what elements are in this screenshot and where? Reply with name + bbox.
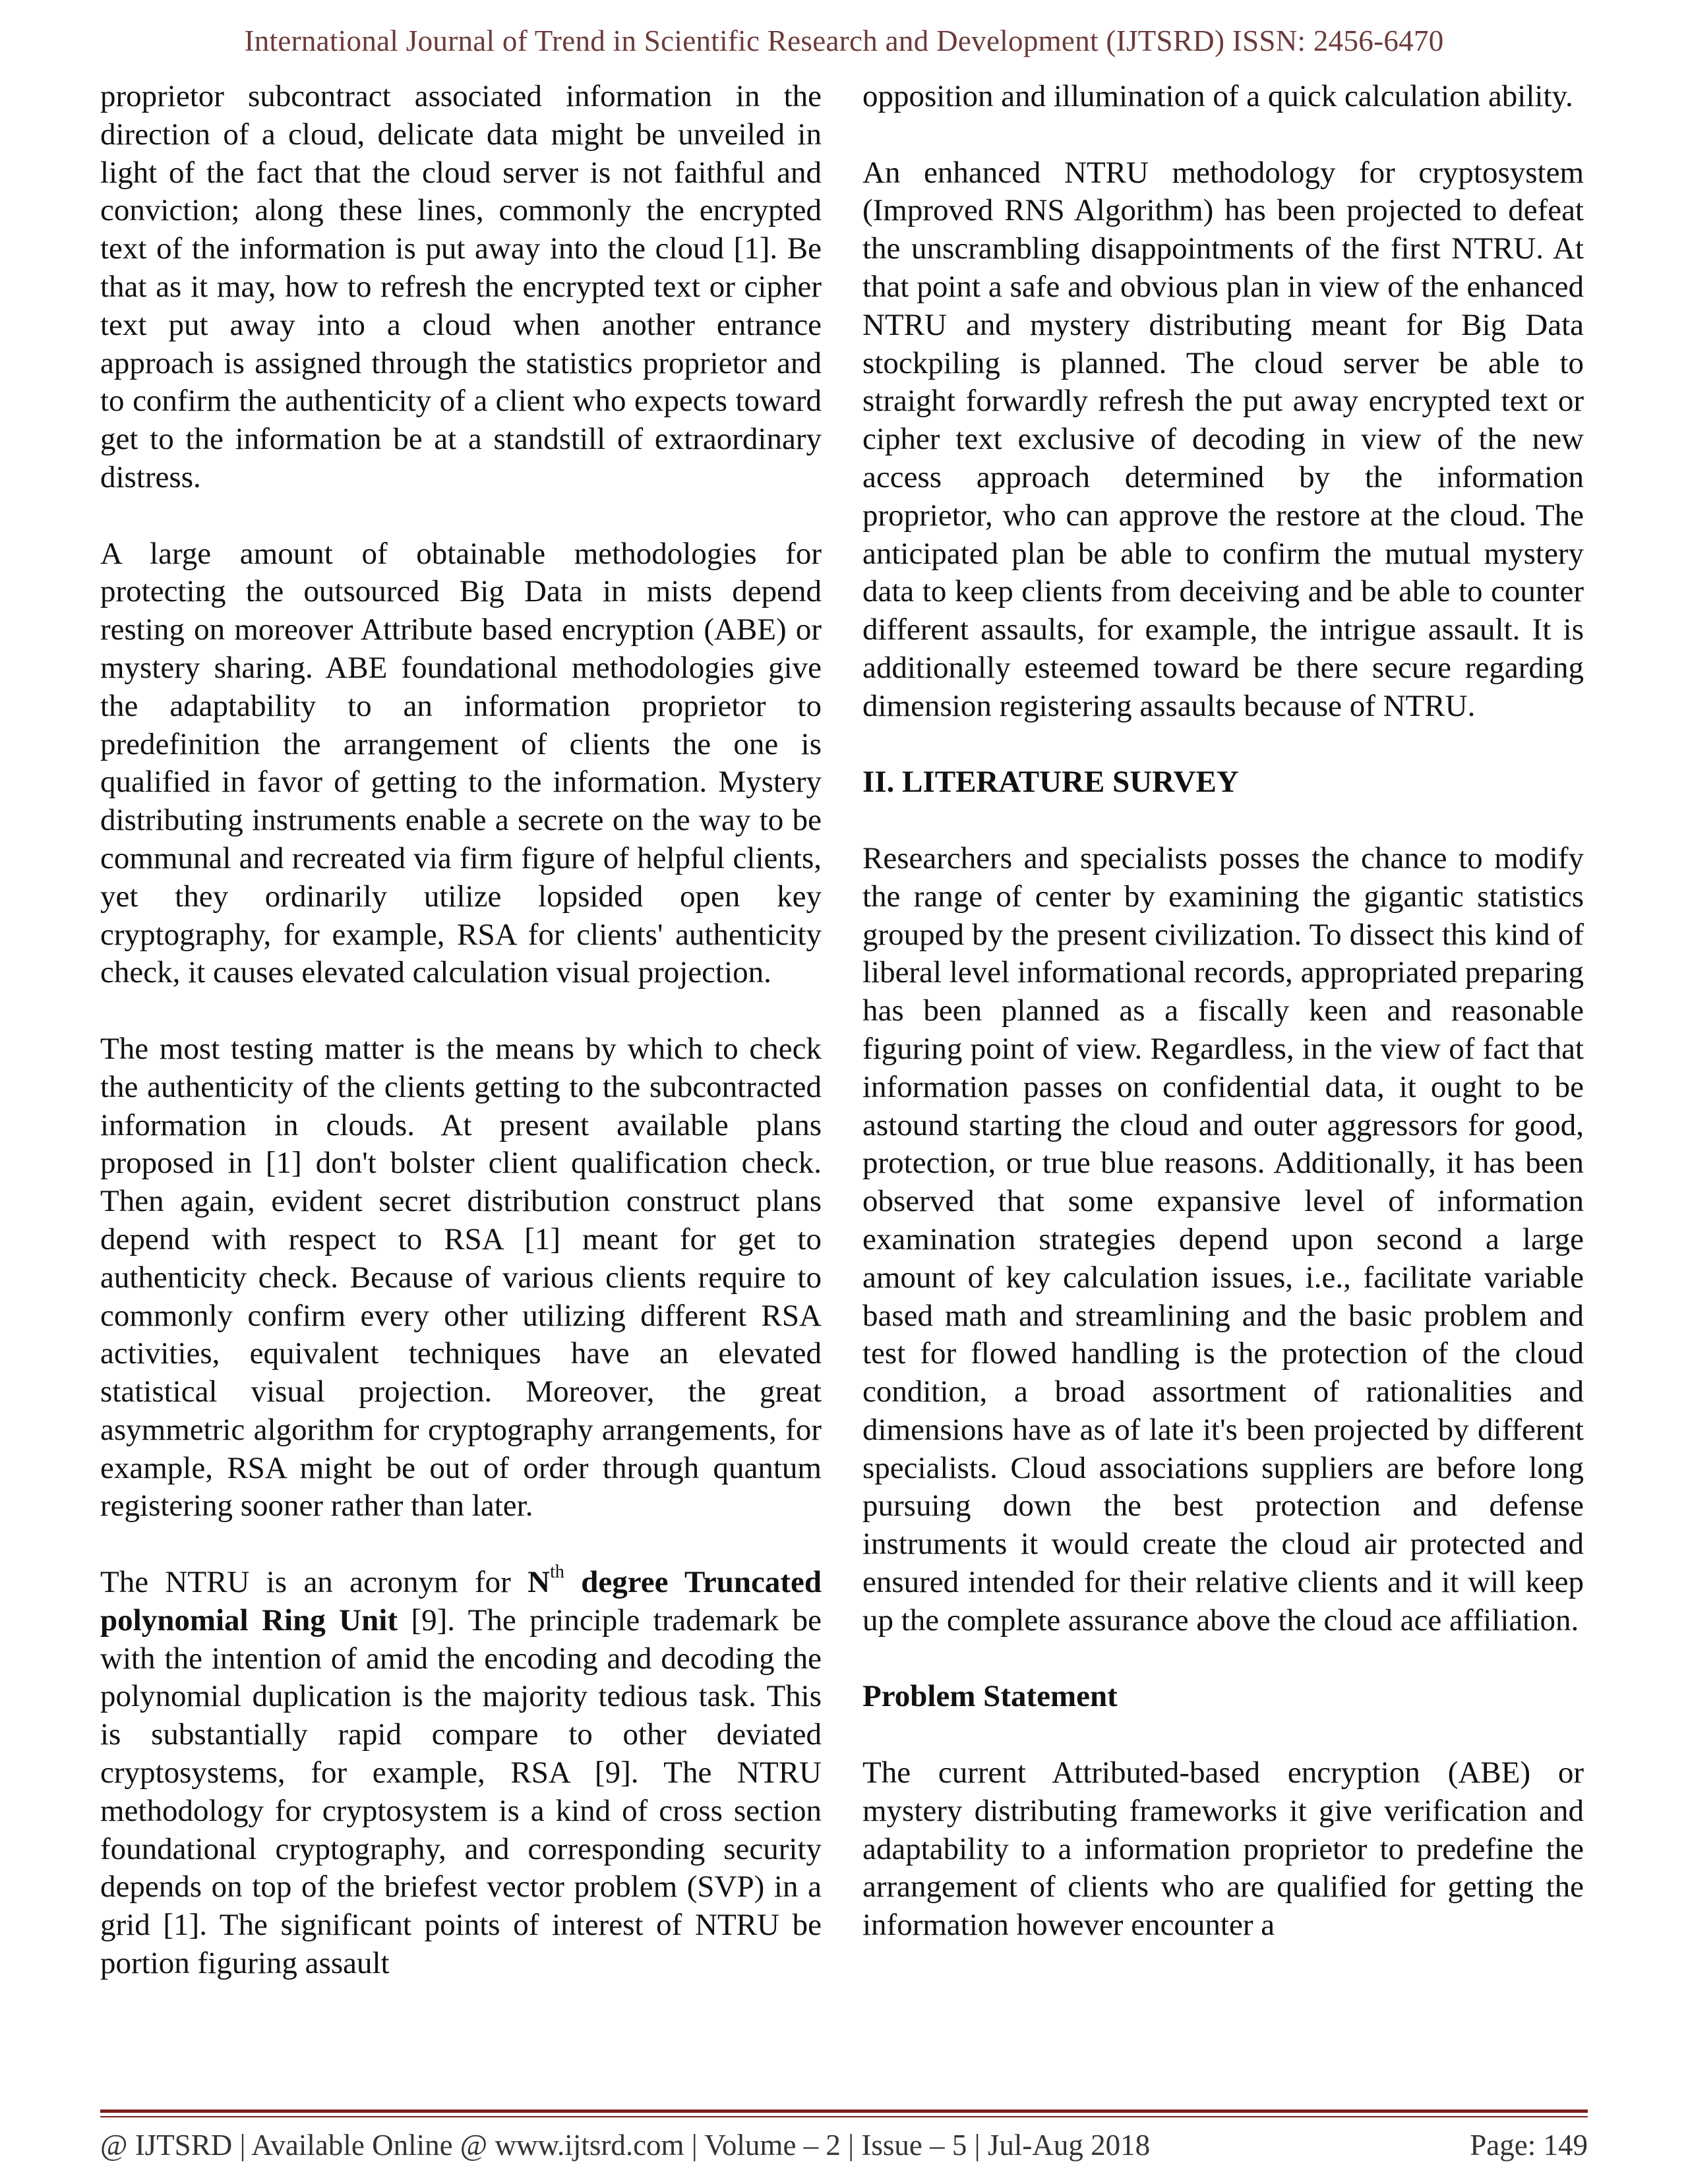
body-paragraph: The most testing matter is the means by which to check the authenticity of the clients getting to the subcontracted information in clouds. At present available plans proposed in [1] don't bolster client qualification check. Then again, evident secret distribution construct plans depend with respect to RSA [1] meant for get to authenticity check. Because of various clients require to commonly confirm every other utilizing different RSA activities, equivalent techniques have an elevated statistical visual projection. Moreover, the great asymmetric algorithm for cryptography arrangements, for example, RSA might be out of order through quantum registering sooner rather than later.	[100, 1031, 822, 1523]
ntru-term-superscript: th	[550, 1562, 564, 1583]
section-heading-literature-survey: II. LITERATURE SURVEY	[862, 765, 1239, 800]
body-paragraph: An enhanced NTRU methodology for cryptosystem (Improved RNS Algorithm) has been projected to defeat the unscrambling disappointments of the first NTRU. At that point a safe and obvious plan in view of the enhanced NTRU and mystery distributing meant for Big Data stockpiling is planned. The cloud server be able to straight forwardly refresh the put away encrypted text or cipher text exclusive of decoding in view of the new access approach determined by the information proprietor, who can approve the restore at the cloud. The anticipated plan be able to confirm the mutual mystery data to keep clients from deceiving and be able to counter different assaults, for example, the intrigue assault. It is additionally esteemed toward be there secure regarding dimension registering assaults because of NTRU.	[862, 155, 1584, 723]
page-number: Page: 149	[1470, 2129, 1588, 2162]
body-paragraph: proprietor subcontract associated information in the direction of a cloud, delicate data might be unveiled in light of the fact that the cloud server is not faithful and conviction; along these lines, commonly the encrypted text of the information is put away into the cloud [1]. Be that as it may, how to refresh the encrypted text or cipher text put away into a cloud when another entrance approach is assigned through the statistics proprietor and to confirm the authenticity of a client who expects toward get to the information be at a standstill of extraordinary distress.	[100, 79, 822, 494]
right-column	[862, 78, 1584, 1945]
footer-rule-thick	[100, 2110, 1588, 2113]
ntru-body-text: [9]. The principle trademark be with the intention of amid the encoding and decoding the polynomial duplication is the majority tedious task. This is substantially rapid compare to other deviated cryptosystems, for example, RSA [9]. The NTRU methodology for cryptosystem is a kind of cross section foundational cryptography, and corresponding security depends on top of the briefest vector problem (SVP) in a grid [1]. The significant points of interest of NTRU be portion figuring assault	[100, 1603, 822, 1981]
ntru-term-rest: degree Truncated polynomial Ring Unit	[100, 1565, 822, 1638]
ntru-paragraph	[100, 1564, 822, 1983]
ntru-intro-text: The NTRU is an acronym for	[100, 1565, 528, 1600]
body-paragraph: Researchers and specialists posses the chance to modify the range of center by examining the gigantic statistics grouped by the present civilization. To dissect this kind of liberal level informational records, appropriated preparing has been planned as a fiscally keen and reasonable figuring point of view. Regardless, in the view of fact that information passes on confidential data, it ought to be astound starting the cloud and outer aggressors for good, protection, or true blue reasons. Additionally, it has been observed that some expansive level of information examination strategies depend upon second a large amount of key calculation issues, i.e., facilitate variable based math and streamlining and the basic problem and test for flowed handling is the protection of the cloud condition, a broad assortment of rationalities and dimensions have as of late it's been projected by different specialists. Cloud associations suppliers are before long pursuing down the best protection and defense instruments it would create the cloud air protected and ensured intended for their relative clients and it will keep up the complete assurance above the cloud ace affiliation.	[862, 841, 1584, 1638]
section-heading-problem-statement: Problem Statement	[862, 1679, 1118, 1714]
body-paragraph: A large amount of obtainable methodologies for protecting the outsourced Big Data in mists depend resting on moreover Attribute based encryption (ABE) or mystery sharing. ABE foundational methodologies give the adaptability to an information proprietor to predefinition the arrangement of clients the one is qualified in favor of getting to the information. Mystery distributing instruments enable a secrete on the way to be communal and recreated via firm figure of helpful clients, yet they ordinarily utilize lopsided open key cryptography, for example, RSA for clients' authenticity check, it causes elevated calculation visual projection.	[100, 536, 822, 990]
footer-rule-thin	[100, 2116, 1588, 2117]
body-paragraph: The current Attributed-based encryption (ABE) or mystery distributing frameworks it give verification and adaptability to a information proprietor to predefine the arrangement of clients who are qualified for getting the information however encounter a	[862, 1756, 1584, 1943]
footer-info: @ IJTSRD | Available Online @ www.ijtsrd.com | Volume – 2 | Issue – 5 | Jul-Aug 2018	[100, 2129, 1151, 2162]
ntru-term-n: N	[528, 1565, 551, 1600]
journal-header: International Journal of Trend in Scientific Research and Development (IJTSRD) ISSN: 2456-6470	[244, 24, 1444, 57]
body-paragraph: opposition and illumination of a quick calculation ability.	[862, 79, 1573, 113]
left-column	[100, 78, 822, 1983]
